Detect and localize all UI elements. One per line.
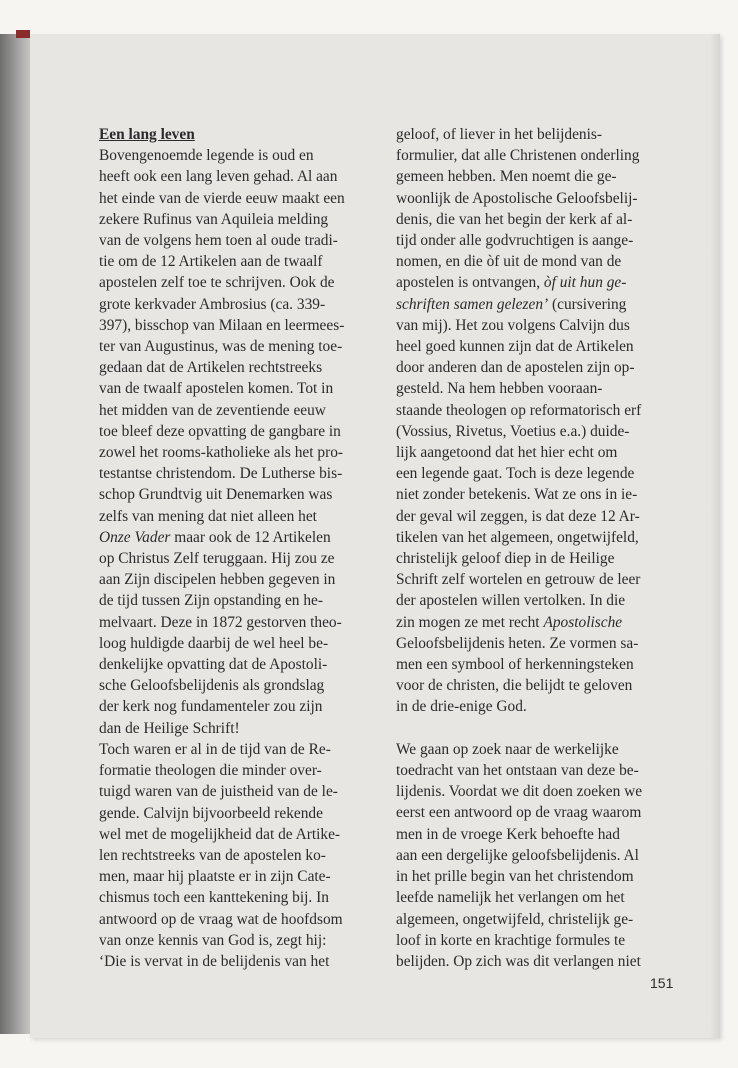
text-line: tuigd waren van de juistheid van de le-	[99, 783, 338, 801]
text-line: heel goed kunnen zijn dat de Artikelen	[396, 338, 634, 356]
text-line: men, maar hij plaatste er in zijn Cate-	[99, 868, 331, 886]
text-line: der apostelen willen vertolken. In die	[396, 592, 626, 610]
left-column	[99, 124, 369, 972]
text-line: Toch waren er al in de tijd van de Re-	[99, 740, 331, 758]
text-line: men in de vroege Kerk behoefte had	[396, 825, 620, 843]
text-line: in de drie-enige God.	[396, 698, 527, 716]
text-line: eerst een antwoord op de vraag waarom	[396, 804, 642, 822]
book-spine	[0, 34, 30, 1034]
text-line: niet zonder betekenis. Wat ze ons in ie-	[396, 486, 638, 504]
text-line: nomen, en die òf uit de mond van de	[396, 253, 622, 271]
text-line: woonlijk de Apostolische Geloofsbelij-	[396, 189, 638, 207]
text-run: maar ook de 12 Artikelen	[170, 528, 331, 546]
text-run: zin mogen ze met recht	[396, 613, 544, 631]
italic-text: Onze Vader	[99, 528, 171, 546]
text-line: het midden van de zeventiende eeuw	[99, 401, 326, 419]
text-line: der geval wil zeggen, is dat deze 12 Ar-	[396, 507, 640, 525]
text-line: loof in korte en krachtige formules te	[396, 931, 626, 949]
italic-text: schriften samen gelezen’	[396, 295, 549, 313]
text-line: een legende gaat. Toch is deze legende	[396, 465, 635, 483]
text-line: lijdenis. Voordat we dit doen zoeken we	[396, 783, 643, 801]
text-line: leefde namelijk het verlangen om het	[396, 889, 625, 907]
text-line: denkelijke opvatting dat de Apostoli-	[99, 656, 328, 674]
text-line: (Vossius, Rivetus, Voetius e.a.) duide-	[396, 422, 630, 440]
text-line: apostelen zelf toe te schrijven. Ook de	[99, 274, 335, 292]
text-line: Schrift zelf wortelen en getrouw de leer	[396, 571, 641, 589]
text-line: grote kerkvader Ambrosius (ca. 339-	[99, 295, 326, 313]
text-line: van mij). Het zou volgens Calvijn dus	[396, 316, 630, 334]
text-line: chismus toch een kanttekening bij. In	[99, 889, 329, 907]
text-line: christelijk geloof diep in de Heilige	[396, 550, 615, 568]
text-line: heeft ook een lang leven gehad. Al aan	[99, 168, 338, 186]
text-line: van de twaalf apostelen komen. Tot in	[99, 380, 334, 398]
page-edge	[710, 34, 720, 1038]
text-line: de tijd tussen Zijn opstanding en he-	[99, 592, 323, 610]
text-line: formulier, dat alle Christenen onderling	[396, 147, 640, 165]
text-line: 397), bisschop van Milaan en leermees-	[99, 316, 345, 334]
text-line: zelfs van mening dat niet alleen het	[99, 507, 317, 525]
page-number: 151	[650, 975, 674, 991]
text-line: zowel het rooms-katholieke als het pro-	[99, 444, 344, 462]
text-run: apostelen is ontvangen,	[396, 274, 544, 292]
text-line: loog huldigde daarbij de wel heel be-	[99, 634, 329, 652]
text-line: testantse christendom. De Lutherse bis-	[99, 465, 343, 483]
text-line: gende. Calvijn bijvoorbeeld rekende	[99, 804, 323, 822]
text-line: toe bleef deze opvatting de gangbare in	[99, 422, 341, 440]
text-line: We gaan op zoek naar de werkelijke	[396, 740, 619, 758]
text-run: (cursivering	[548, 295, 627, 313]
text-line: tie om de 12 Artikelen aan de twaalf	[99, 253, 323, 271]
bookmark-ribbon	[16, 30, 30, 38]
text-line: ‘Die is vervat in de belijdenis van het	[99, 952, 330, 970]
text-line: wel met de mogelijkheid dat de Artike-	[99, 825, 341, 843]
text-line: staande theologen op reformatorisch erf	[396, 401, 642, 419]
text-line: voor de christen, die belijdt te geloven	[396, 677, 633, 695]
text-line: van onze kennis van God is, zegt hij:	[99, 931, 327, 949]
text-line: toedracht van het ontstaan van deze be-	[396, 762, 639, 780]
text-line	[99, 527, 369, 548]
paragraph-gap	[396, 718, 666, 739]
text-line: belijden. Op zich was dit verlangen niet	[396, 952, 641, 970]
text-line: algemeen, ongetwijfeld, christelijk ge-	[396, 910, 634, 928]
text-line: in het prille begin van het christendom	[396, 868, 634, 886]
text-line: formatie theologen die minder over-	[99, 762, 322, 780]
italic-text: Apostolische	[543, 613, 623, 631]
text-line: men een symbool of herkenningsteken	[396, 656, 634, 674]
text-line: door anderen dan de apostelen zijn op-	[396, 359, 635, 377]
italic-text: òf uit hun ge-	[543, 274, 627, 292]
text-line: ter van Augustinus, was de mening toe-	[99, 338, 343, 356]
text-line: aan een dergelijke geloofsbelijdenis. Al	[396, 846, 639, 864]
text-line: geloof, of liever in het belijdenis-	[396, 126, 603, 143]
text-line	[396, 294, 666, 315]
text-line: op Christus Zelf teruggaan. Hij zou ze	[99, 550, 335, 568]
section-heading: Een lang leven	[99, 126, 195, 143]
text-line: sche Geloofsbelijdenis als grondslag	[99, 677, 325, 695]
text-line: het einde van de vierde eeuw maakt een	[99, 189, 345, 207]
text-line: dan de Heilige Schrift!	[99, 719, 240, 737]
text-line: zekere Rufinus van Aquileia melding	[99, 210, 329, 228]
right-column	[396, 124, 666, 972]
text-line: aan Zijn discipelen hebben gegeven in	[99, 571, 336, 589]
text-line: van de volgens hem toen al oude tradi-	[99, 232, 338, 250]
text-line: gesteld. Na hem hebben vooraan-	[396, 380, 603, 398]
text-line: lijk aangetoond dat het hier echt om	[396, 444, 618, 462]
text-line: tikelen van het algemeen, ongetwijfeld,	[396, 528, 639, 546]
text-line: gedaan dat de Artikelen rechtstreeks	[99, 359, 323, 377]
text-line: der kerk nog fundamenteler zou zijn	[99, 698, 323, 716]
text-line: antwoord op de vraag wat de hoofdsom	[99, 910, 343, 928]
text-line: len rechtstreeks van de apostelen ko-	[99, 846, 326, 864]
text-line: Geloofsbelijdenis heten. Ze vormen sa-	[396, 634, 639, 652]
text-line	[396, 272, 666, 293]
text-line: gemeen hebben. Men noemt die ge-	[396, 168, 617, 186]
text-line: schop Grundtvig uit Denemarken was	[99, 486, 333, 504]
text-line: tijd onder alle godvruchtigen is aange-	[396, 232, 634, 250]
text-line	[396, 612, 666, 633]
text-line: melvaart. Deze in 1872 gestorven theo-	[99, 613, 342, 631]
text-line: Bovengenoemde legende is oud en	[99, 147, 314, 165]
text-line: denis, die van het begin der kerk af al-	[396, 210, 633, 228]
